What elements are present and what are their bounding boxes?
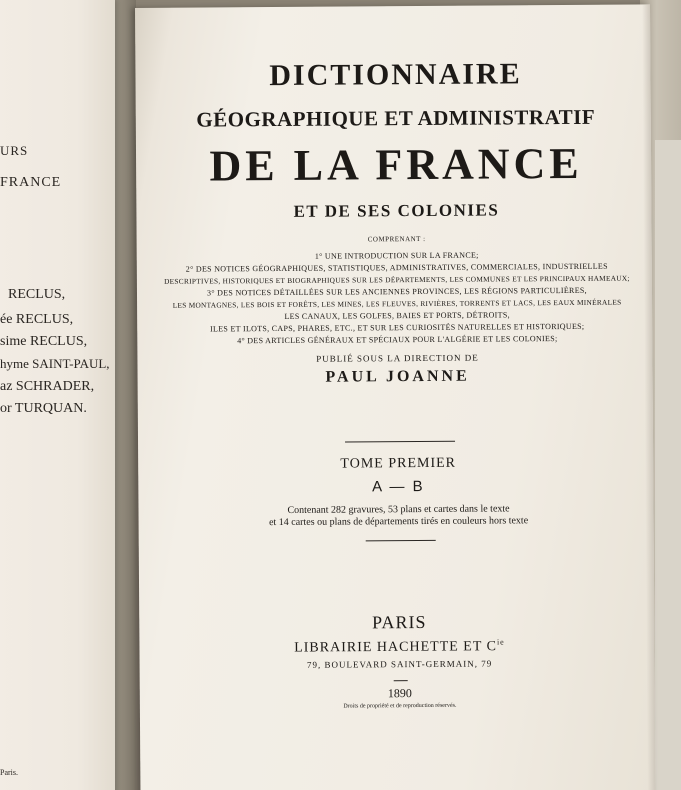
left-line: sime RECLUS, (0, 334, 88, 349)
contents-line: DESCRIPTIVES, HISTORIQUES ET BIOGRAPHIQUES SUR LES DÉPARTEMENTS, LES COMMUNES ET LES PRINCIPAUX HAMEAUX; (164, 273, 630, 286)
rights-notice: Droits de propriété et de reproduction réservés. (343, 702, 457, 710)
contains-line-1: Contenant 282 gravures, 53 plans et cartes dans le texte (287, 503, 510, 516)
year: 1890 (387, 686, 412, 701)
contents-line: 4° DES ARTICLES GÉNÉRAUX ET SPÉCIAUX POUR L'ALGÉRIE ET LES COLONIES; (237, 334, 558, 346)
left-footer: Paris. (0, 768, 18, 777)
editor-name: PAUL JOANNE (325, 367, 470, 386)
title-line-2: GÉOGRAPHIQUE ET ADMINISTRATIF (196, 104, 596, 132)
contents-line: 1° UNE INTRODUCTION SUR LA FRANCE; (314, 250, 479, 261)
left-line: URS (0, 143, 29, 158)
publisher (139, 636, 659, 657)
left-line: hyme SAINT-PAUL, (0, 356, 110, 371)
volume-title: TOME PREMIER (340, 455, 457, 472)
city: PARIS (372, 611, 427, 633)
left-line: FRANCE (0, 175, 62, 190)
contents-line: LES MONTAGNES, LES BOIS ET FORÊTS, LES MINES, LES FLEUVES, RIVIÈRES, TORRENTS ET LACS, LES EAUX MINÉRALES (172, 297, 622, 310)
contains-line-2: et 14 cartes ou plans de départements tirés en couleurs hors texte (269, 515, 529, 529)
left-line: az SCHRADER, (0, 379, 95, 394)
left-page (0, 0, 115, 790)
publisher-sup: ie (496, 637, 505, 647)
left-line: RECLUS, (8, 287, 66, 302)
contents-line: LES CANAUX, LES GOLFES, BAIES ET PORTS, DÉTROITS, (284, 310, 510, 321)
left-line: ée RECLUS, (0, 312, 74, 327)
publisher-address: 79, BOULEVARD SAINT-GERMAIN, 79 (306, 658, 493, 670)
contents-line: ILES ET ILOTS, CAPS, PHARES, ETC., ET SUR LES CURIOSITÉS NATURELLES ET HISTORIQUES; (210, 321, 585, 334)
publisher-name: LIBRAIRIE HACHETTE ET C (294, 639, 498, 656)
divider (366, 540, 436, 541)
divider (345, 441, 455, 443)
comprenant-label: COMPRENANT : (367, 234, 426, 244)
contents-line: 2° DES NOTICES GÉOGRAPHIQUES, STATISTIQUES, ADMINISTRATIVES, COMMERCIALES, INDUSTRIELLES (185, 261, 608, 274)
title-line-1: DICTIONNAIRE (269, 57, 522, 93)
title-page (135, 4, 656, 790)
title-line-3: DE LA FRANCE (209, 138, 583, 191)
published-under: PUBLIÉ SOUS LA DIRECTION DE (316, 352, 479, 364)
left-line: or TURQUAN. (0, 401, 87, 416)
contents-line: 3° DES NOTICES DÉTAILLÉES SUR LES ANCIENNES PROVINCES, LES RÉGIONS PARTICULIÈRES, (207, 285, 587, 298)
volume-letters: A — B (372, 477, 425, 496)
title-line-4: ET DE SES COLONIES (293, 200, 500, 221)
short-rule (394, 680, 408, 681)
